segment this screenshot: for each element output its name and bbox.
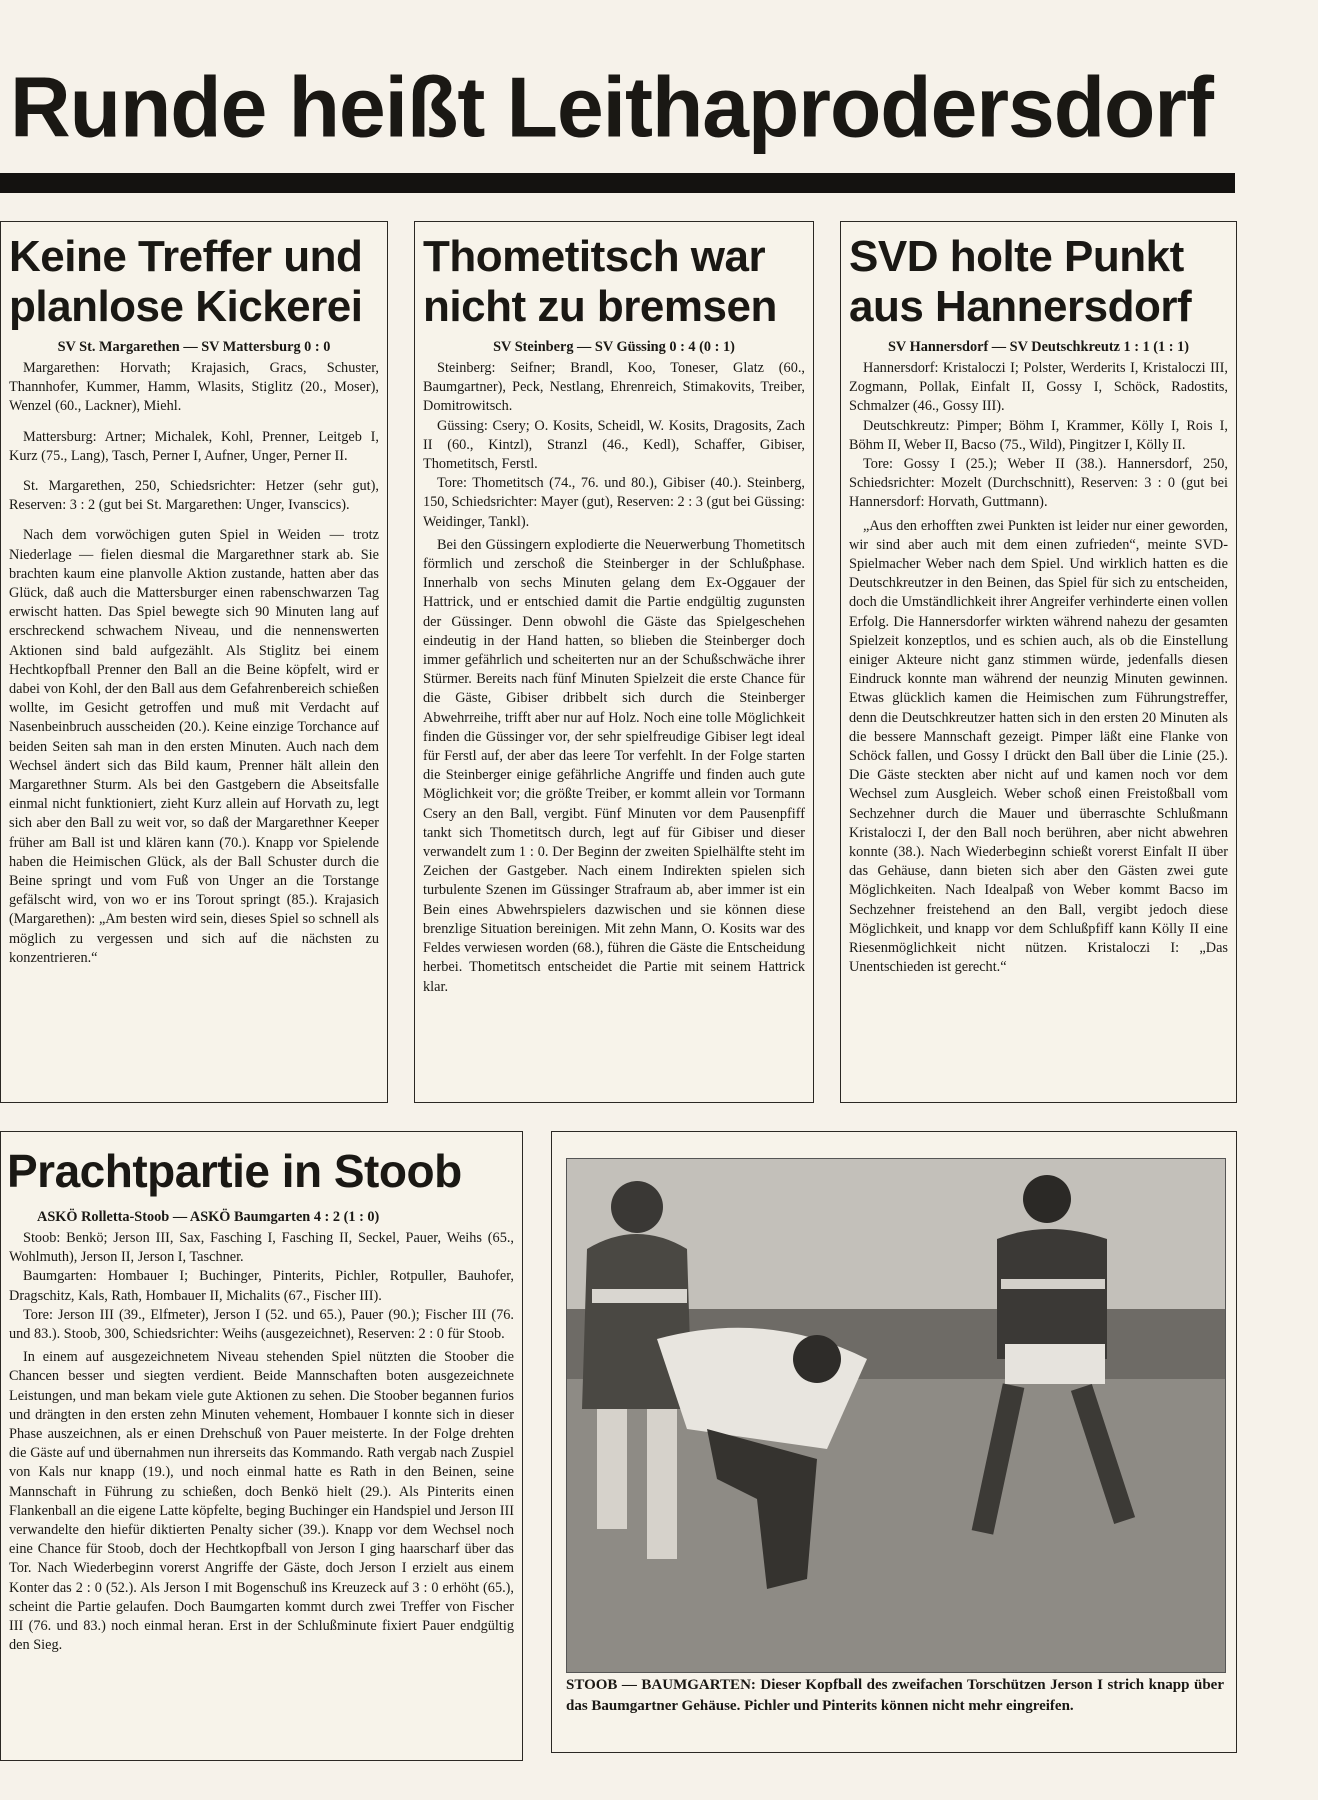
goals-info: Tore: Thometitsch (74., 76. und 80.), Gibiser (40.). Steinberg, 150, Schiedsrichter: Mayer (gut), Reserven: 2 : 3 (gut bei Güssing: Weidinger, Tankl). [423, 475, 805, 530]
title-line: aus Hannersdorf [849, 282, 1192, 331]
lineup-away: Güssing: Csery; O. Kosits, Scheidl, W. Kosits, Dragosits, Zach II (60., Kintzl), Stranzl (46., Kedl), Schaffer, Gibiser, Thometitsch, Ferstl. [423, 417, 805, 473]
report-text [9, 526, 379, 968]
lineup-home: Steinberg: Seifner; Brandl, Koo, Toneser, Glatz (60., Baumgartner), Peck, Nestlang, Ehrenreich, Stimakovits, Treiber, Domitrowitsch. [423, 360, 805, 415]
title-line: Thometitsch war [423, 232, 766, 281]
report-paragraph: „Aus den erhofften zwei Punkten ist leider nur einer geworden, wir sind aber auch mit dem einen zufrieden“, meinte SVD-Spielmacher Weber nach dem Spiel. Und wirklich hatten es die Deutschkreutzer in den Beinen, das Spiel für sich zu entscheiden, doch die Umständlichkeit ihrer Angreifer verhinderte einen vollen Erfolg. Die Hannersdorfer wirkten während nahezu der gesamten Spielzeit konzeptlos, und es schien auch, als ob die Einstellung einiger Akteure nicht ganz stimmen würde, jedenfalls diesen Eindruck konnte man während der neunzig Minuten gewinnen. Etwas glücklich kamen die Heimischen zum Führungstreffer, denn die Deutschkreutzer hatten sich in den ersten 20 Minuten als die bessere Mannschaft gezeigt. Pimper läßt eine Flanke von Schöck fallen, und Gossy I drückt den Ball über die Linie (25.). Die Gäste steckten aber nicht auf und kamen noch vor dem Wechsel zum Ausgleich. Weber schoß einen Freistoßball vom Sechzehner durch die Mauer und überraschte Schlußmann Kristaloczi I, der den Ball noch berühren, aber nicht abwehren konnte (38.). Nach Wiederbeginn schießt vorerst Einfalt II über das Gehäuse, dann bieten sich aber den Gästen zwei gute Möglichkeiten. Nach Idealpaß von Weber kommt Bacso im Sechzehner freistehend an den Ball, vergibt jedoch diese Möglichkeit, und knapp vor dem Schlußpfiff kann Kölly II eine Riesenmöglichkeit nicht nützen. Kristaloczi I: „Das Unentschieden ist gerecht.“ [849, 517, 1228, 976]
lineup-home: Hannersdorf: Kristaloczi I; Polster, Werderits I, Kristaloczi III, Zogmann, Pollak, Einfalt II, Gossy I, Schöck, Radostits, Schmalzer (46., Gossy III). [849, 360, 1228, 415]
article-hannersdorf [840, 221, 1237, 1103]
headline-rule [0, 173, 1235, 193]
report-paragraph: Nach dem vorwöchigen guten Spiel in Weiden — trotz Niederlage — fielen diesmal die Margarethner stark ab. Sie brachten kaum eine planvolle Aktion zustande, hatten aber das Glück, daß auch die Mattersburger einen rabenschwarzen Tag erwischt hatten. Das Spiel bewegte sich 90 Minuten lang auf erschreckend schwachem Niveau, und die nennenswerten Aktionen sind bald aufgezählt. Als Stiglitz bei einem Hechtkopfball Prenner den Ball an die Beine köpfelt, wird er dabei von Kohl, der den Ball aus dem Gefahrenbereich schießen wollte, im Gesicht getroffen und muß mit Verdacht auf Nasenbeinbruch ausscheiden (20.). Keine einzige Torchance auf beiden Seiten sah man in den ersten Minuten. Auch nach dem Wechsel ändert sich das Bild kaum, Prenner hält allein den Margarethner Sturm. Als bei den Gastgebern die Abseitsfalle einmal nicht funktioniert, zieht Kurz allein auf Horvath zu, legt sich aber den Ball zu weit vor, so daß der Margarethner Keeper früher am Ball ist und klären kann (70.). Knapp vor Spielende haben die Heimischen Glück, als der Ball Schuster durch die Beine springt und vom Fuß von Unger an die Torstange gefälscht wird, von wo er ins Torout springt (85.). Krajasich (Margarethen): „Am besten wird sein, dieses Spiel so schnell als möglich zu vergessen und sich auf die nächsten zu konzentrieren.“ [9, 527, 379, 966]
goals-info: Tore: Gossy I (25.); Weber II (38.). Hannersdorf, 250, Schiedsrichter: Mozelt (Durchschnitt), Reserven: 3 : 0 (gut bei Hannersdorf: Horvath, Guttmann). [849, 456, 1228, 511]
article-steinberg [414, 221, 814, 1103]
lineups [9, 1229, 514, 1344]
photo-illustration [567, 1159, 1225, 1672]
lineups [849, 359, 1228, 513]
article-stoob [0, 1131, 523, 1761]
report-paragraph: In einem auf ausgezeichnetem Niveau stehenden Spiel nützten die Stoober die Chancen besser und siegten verdient. Beide Mannschaften boten ausgezeichnete Leistungen, und man bekam viele gute Aktionen zu sehen. Die Stoober begannen furios und drängten in den ersten zehn Minuten vehement, Hombauer I konnte sich in dieser Phase auszeichnen, als er einen Drehschuß von Pauer meisterte. In der Folge drehten die Gäste auf und übernahmen nun ihrerseits das Kommando. Rath vergab nach Zuspiel von Kals nur knapp (19.), und noch einmal hatte es Rath in den Beinen, seine Mannschaft in Führung zu schießen, doch Benkö hielt (29.). Als Pinterits einen Flankenball an die eigene Latte köpfelte, beging Buchinger ein Handspiel und Jerson III verwandelte den hiefür diktierten Penalty sicher (39.). Knapp vor dem Wechsel noch eine Chance für Stoob, doch der Hechtkopfball von Jerson I ging haarscharf über das Tor. Nach Wiederbeginn vorerst Angriffe der Gäste, doch Jerson I erzielt aus einem Konter das 2 : 0 (52.). Als Jerson I mit Bogenschuß ins Kreuzeck auf 3 : 0 erhöht (65.), scheint die Partie gelaufen. Doch Baumgarten kommt durch zwei Treffer von Fischer III (76. und 83.) noch einmal heran. Erst in der Schlußminute fixiert Pauer endgültig den Sieg. [9, 1349, 514, 1654]
lineups [423, 359, 805, 532]
article-title [423, 232, 805, 332]
title-line: nicht zu bremsen [423, 282, 777, 331]
match-info: St. Margarethen, 250, Schiedsrichter: Hetzer (sehr gut), Reserven: 3 : 2 (gut bei St. Margarethen: Unger, Ivanscics). [9, 478, 379, 514]
page-headline: Runde heißt Leithaprodersdorf [10, 59, 1214, 155]
match-result: ASKÖ Rolletta-Stoob — ASKÖ Baumgarten 4 : 2 (1 : 0) [37, 1209, 380, 1225]
article-margarethen [0, 221, 388, 1103]
match-result: SV St. Margarethen — SV Mattersburg 0 : 0 [57, 339, 331, 355]
lineup-home: Margarethen: Horvath; Krajasich, Gracs, Schuster, Thannhofer, Kummer, Hamm, Wlasits, Stiglitz (20., Moser), Wenzel (60., Lackner), Miehl. [9, 360, 379, 415]
photo-caption: STOOB — BAUMGARTEN: Dieser Kopfball des zweifachen Torschützen Jerson I strich knapp über das Baumgartner Gehäuse. Pichler und Pinterits können nicht mehr eingreifen. [566, 1677, 1224, 1714]
title-line: Keine Treffer und [9, 232, 363, 281]
goals-info: Tore: Jerson III (39., Elfmeter), Jerson I (52. und 65.), Pauer (90.); Fischer III (76. und 83.). Stoob, 300, Schiedsrichter: Weihs (ausgezeichnet), Reserven: 2 : 0 für Stoob. [9, 1306, 514, 1343]
report-text [423, 536, 805, 997]
lineups [9, 359, 379, 515]
lineup-home: Stoob: Benkö; Jerson III, Sax, Fasching I, Fasching II, Seckel, Pauer, Weihs (65., Wohlmuth), Jerson II, Jerson I, Taschner. [9, 1230, 514, 1266]
title-line: planlose Kickerei [9, 282, 363, 331]
title-line: SVD holte Punkt [849, 232, 1184, 281]
report-text [849, 517, 1228, 978]
lineup-away: Deutschkreutz: Pimper; Böhm I, Krammer, Kölly I, Rois I, Böhm II, Weber II, Bacso (75., Wild), Pingitzer I, Kölly II. [849, 417, 1228, 453]
article-title [849, 232, 1228, 332]
lineup-away: Baumgarten: Hombauer I; Buchinger, Pinterits, Pichler, Rotpuller, Bauhofer, Dragschitz, Kals, Rath, Hombauer II, Michalits (67., Fischer III). [9, 1268, 514, 1304]
report-text [9, 1348, 514, 1655]
lineup-away: Mattersburg: Artner; Michalek, Kohl, Prenner, Leitgeb I, Kurz (75., Lang), Tasch, Perner I, Aufner, Unger, Perner II. [9, 428, 379, 464]
match-photo [566, 1158, 1226, 1673]
report-paragraph: Bei den Güssingern explodierte die Neuerwerbung Thometitsch förmlich und zerschoß die Steinberger in der Schlußphase. Innerhalb von sechs Minuten gelang dem Ex-Oggauer der Hattrick, und er entschied damit die Partie endgültig zugunsten der Güssinger. Denn obwohl die Gäste das Spielgeschehen eindeutig in der Hand hatten, so blieben die Steinberger doch immer gefährlich und scheiterten nur an der Schußschwäche ihrer Stürmer. Bereits nach fünf Minuten Spielzeit die erste Chance für die Gäste, Gibiser dribbelt sich durch die Steinberger Abwehrreihe, trifft aber nur auf Holz. Noch eine tolle Möglichkeit finden die Güssinger vor, der sehr spielfreudige Gibiser legt ideal für Ferstl auf, der aber das leere Tor verfehlt. In der Folge starten die Steinberger einige gefährliche Angriffe und finden auch gute Möglichkeit vor; die größte Treiber, er kommt allein vor Tormann Csery an den Ball, vergibt. Fünf Minuten vor dem Pausenpfiff tankt sich Thometitsch durch, legt auf für Gibiser und dieser verwandelt zum 1 : 0. Der Beginn der zweiten Spielhälfte steht im Zeichen der Gastgeber. Nach einem Indirekten spielen sich turbulente Szenen im Güssinger Strafraum ab, aber immer ist ein Bein eines Abwehrspielers dazwischen und sie können diese brenzlige Situation bereinigen. Mit zehn Mann, O. Kosits war des Feldes verwiesen worden (68.), führen die Gäste die Entscheidung herbei. Thometitsch entscheidet die Partie mit seinem Hattrick klar. [423, 536, 805, 995]
photo-box [551, 1131, 1237, 1753]
match-result: SV Hannersdorf — SV Deutschkreutz 1 : 1 (1 : 1) [887, 339, 1190, 355]
article-title: Prachtpartie in Stoob [7, 1145, 462, 1197]
article-title [9, 232, 379, 332]
match-result: SV Steinberg — SV Güssing 0 : 4 (0 : 1) [493, 339, 735, 355]
